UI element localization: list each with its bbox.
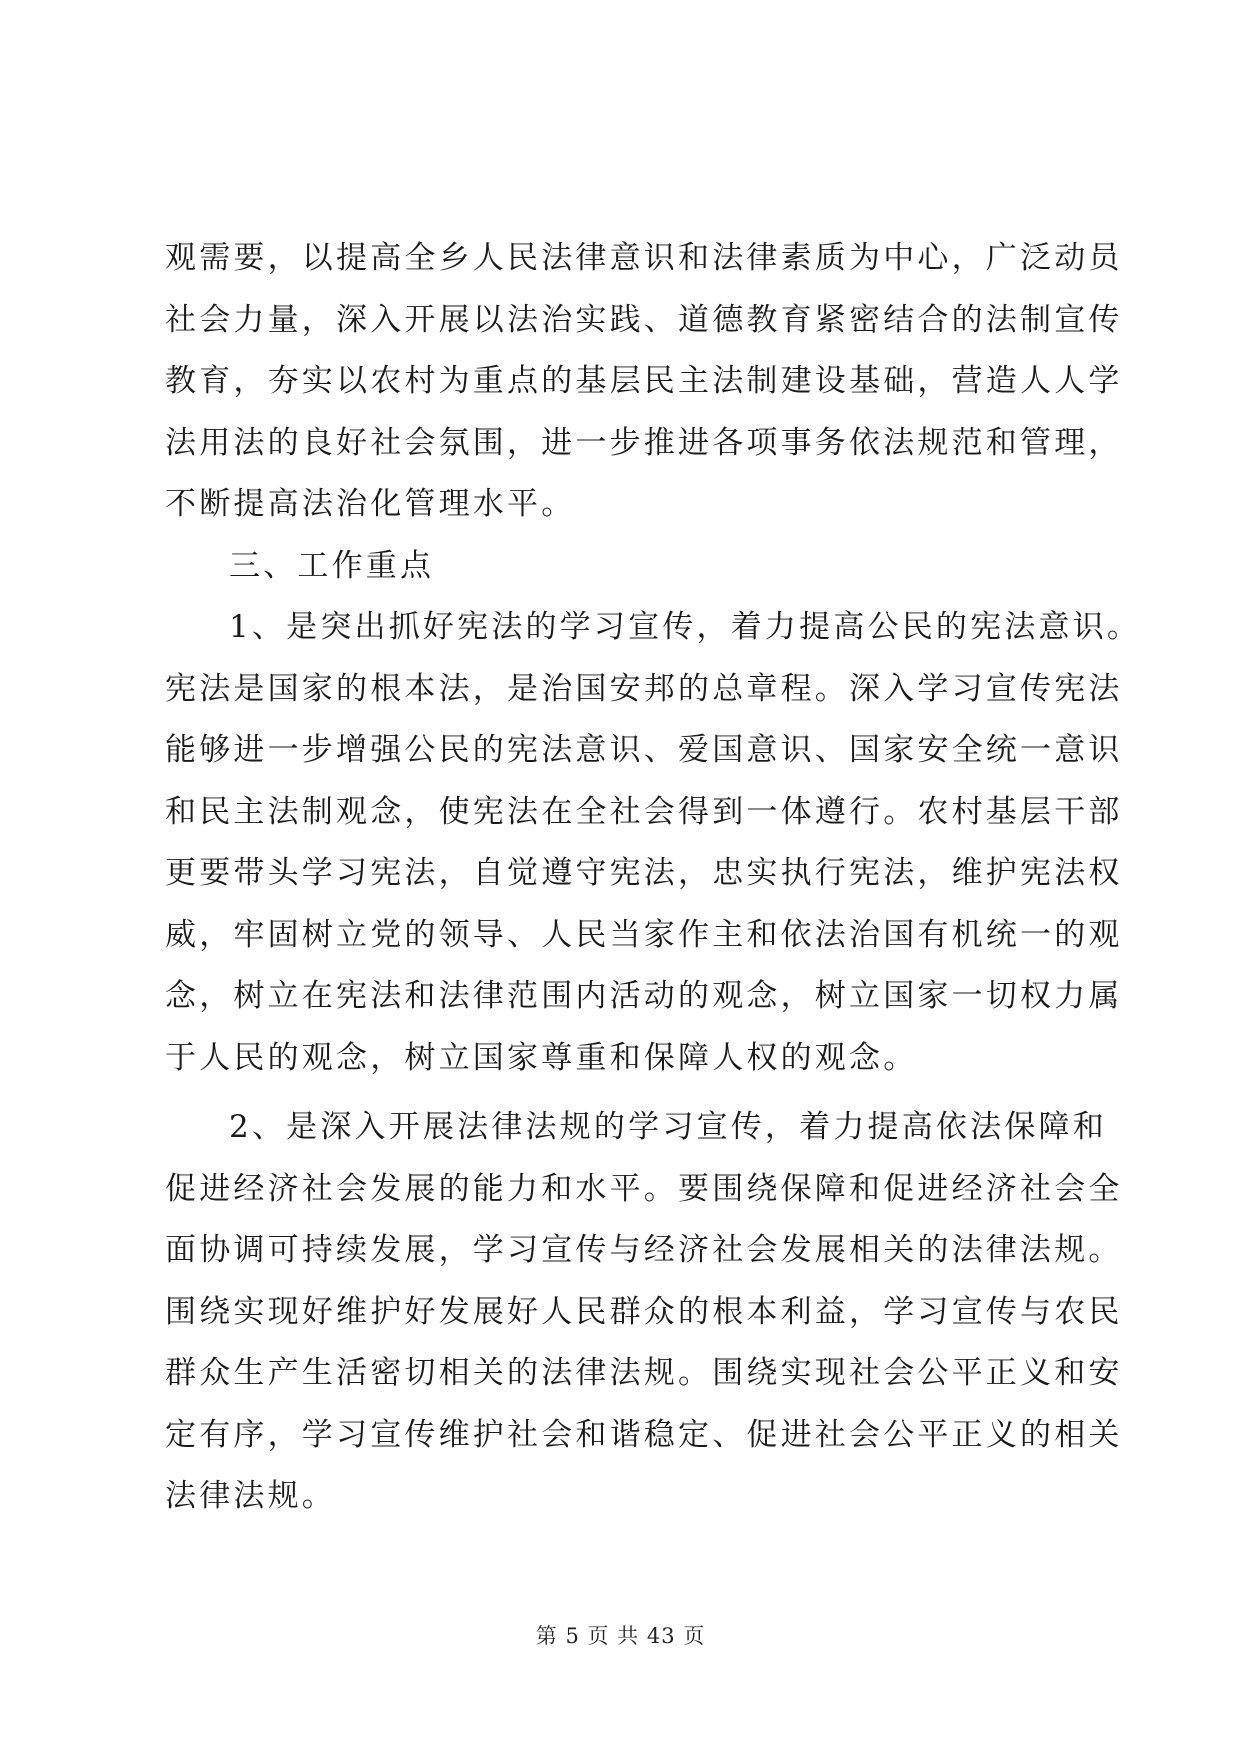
text-line: 观需要，以提高全乡人民法律意识和法律素质为中心，广泛动员 [165, 240, 1123, 276]
text-line: 法律法规。 [165, 1478, 336, 1514]
text-line: 更要带头学习宪法，自觉遵守宪法，忠实执行宪法，维护宪法权 [165, 855, 1123, 891]
text-line: 面协调可持续发展，学习宣传与经济社会发展相关的法律法规。 [165, 1232, 1123, 1268]
text-line: 社会力量，深入开展以法治实践、道德教育紧密结合的法制宣传 [165, 301, 1123, 338]
text-line: 念，树立在宪法和法律范围内活动的观念，树立国家一切权力属 [165, 978, 1123, 1014]
text-line: 宪法是国家的根本法，是治国安邦的总章程。深入学习宣传宪法 [165, 670, 1123, 707]
paragraph-1 [165, 228, 1123, 536]
text-line: 能够进一步增强公民的宪法意识、爱国意识、国家安全统一意识 [165, 732, 1123, 768]
text-line: 于人民的观念，树立国家尊重和保障人权的观念。 [165, 1039, 918, 1076]
text-line: 1、是突出抓好宪法的学习宣传，着力提高公民的宪法意识。 [229, 609, 1142, 645]
section-heading: 三、工作重点 [229, 547, 435, 584]
text-line: 教育，夯实以农村为重点的基层民主法制建设基础，营造人人学 [165, 363, 1123, 399]
text-line: 定有序，学习宣传维护社会和谐稳定、促进社会公平正义的相关 [165, 1416, 1123, 1453]
paragraph-3 [165, 1097, 1123, 1528]
text-line: 促进经济社会发展的能力和水平。要围绕保障和促进经济社会全 [165, 1170, 1123, 1207]
text-line: 法用法的良好社会氛围，进一步推进各项事务依法规范和管理， [165, 424, 1123, 461]
document-body [165, 228, 1142, 1528]
text-line: 群众生产生活密切相关的法律法规。围绕实现社会公平正义和安 [165, 1355, 1123, 1391]
text-line: 和民主法制观念，使宪法在全社会得到一体遵行。农村基层干部 [165, 793, 1123, 830]
page-number-footer: 第 5 页 共 43 页 [535, 1624, 706, 1648]
text-line: 2、是深入开展法律法规的学习宣传，着力提高依法保障和 [229, 1109, 1107, 1145]
text-line: 威，牢固树立党的领导、人民当家作主和依法治国有机统一的观 [165, 916, 1123, 953]
text-line: 围绕实现好维护好发展好人民群众的根本利益，学习宣传与农民 [165, 1293, 1123, 1330]
text-line: 不断提高法治化管理水平。 [165, 486, 576, 522]
paragraph-2 [165, 597, 1142, 1089]
